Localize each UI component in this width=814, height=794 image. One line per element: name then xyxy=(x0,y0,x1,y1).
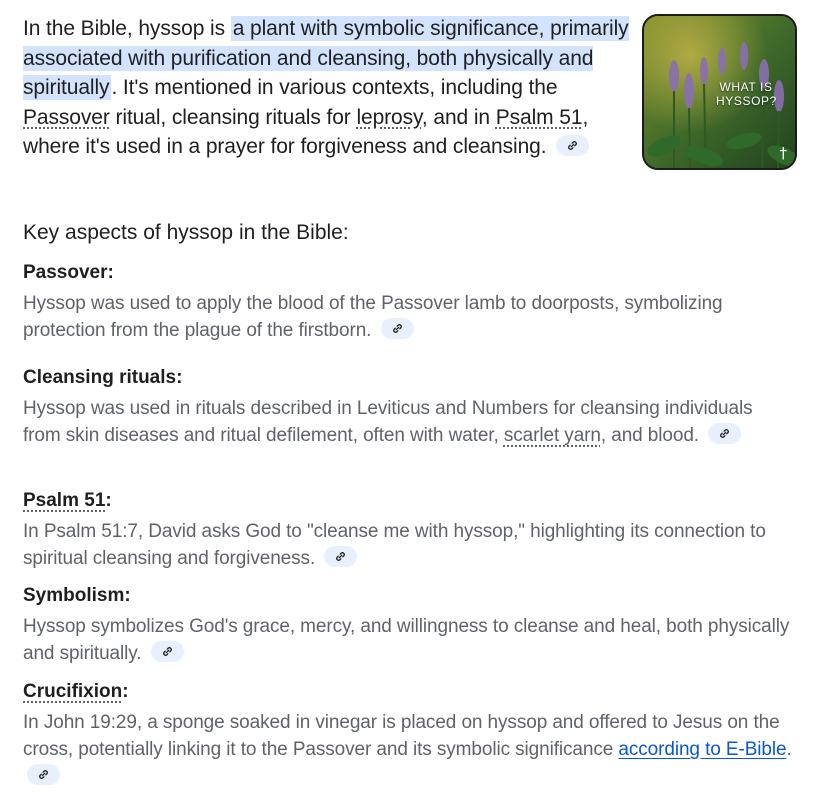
crucifixion-title-link[interactable]: Crucifixion xyxy=(23,681,123,702)
aspect-title xyxy=(23,489,793,513)
aspect-body xyxy=(23,613,793,667)
aspect-body-text: Hyssop was used in rituals described in Leviticus and Numbers for cleansing individuals from skin diseases and ritual defilement, often with water, xyxy=(23,398,753,446)
section-heading: Key aspects of hyssop in the Bible: xyxy=(23,221,349,244)
link-icon xyxy=(37,768,50,781)
scarlet-yarn-link[interactable]: scarlet yarn xyxy=(503,425,601,446)
intro-text: , where it's used in a prayer for forgiveness and cleansing. xyxy=(23,105,589,158)
aspect-body-text: . xyxy=(786,739,792,760)
source-link-button[interactable] xyxy=(708,423,741,444)
thumbnail-caption: WHAT IS HYSSOP? xyxy=(716,80,777,108)
title-colon: : xyxy=(122,681,129,702)
aspect-body-text: Hyssop symbolizes God's grace, mercy, and willingness to cleanse and heal, both physically and spiritually. xyxy=(23,616,790,664)
aspect-body xyxy=(23,290,793,344)
intro-paragraph xyxy=(23,14,635,162)
aspect-psalm-51 xyxy=(23,489,793,572)
aspect-title xyxy=(23,680,793,704)
link-icon xyxy=(334,550,347,563)
source-link-button[interactable] xyxy=(324,546,357,567)
aspect-body-text: Hyssop was used to apply the blood of the Passover lamb to doorposts, symbolizing protection from the plague of the firstborn. xyxy=(23,293,723,341)
aspect-symbolism xyxy=(23,584,793,667)
link-icon xyxy=(161,645,174,658)
cross-icon: † xyxy=(779,144,787,162)
aspect-body xyxy=(23,518,793,572)
aspect-title: Symbolism: xyxy=(23,585,131,606)
aspect-passover xyxy=(23,261,793,344)
aspect-body-text: In Psalm 51:7, David asks God to "cleanse me with hyssop," highlighting its connection to spiritual cleansing and forgiveness. xyxy=(23,521,766,569)
aspect-title: Cleansing rituals: xyxy=(23,367,183,388)
leprosy-link[interactable]: leprosy xyxy=(356,105,422,129)
aspect-body-text: , and blood. xyxy=(600,425,699,446)
intro-text: , and in xyxy=(421,105,496,129)
link-icon xyxy=(566,139,579,152)
hyssop-video-thumbnail[interactable] xyxy=(642,14,797,170)
intro-text: ritual, cleansing rituals for xyxy=(109,105,357,129)
source-link-button[interactable] xyxy=(556,135,589,156)
psalm-51-link[interactable]: Psalm 51 xyxy=(495,105,583,129)
source-link-button[interactable] xyxy=(27,764,60,785)
intro-text: In the Bible, hyssop is xyxy=(23,17,231,40)
aspect-title: Passover: xyxy=(23,262,114,283)
source-link-button[interactable] xyxy=(381,318,414,339)
passover-link[interactable]: Passover xyxy=(23,105,110,129)
link-icon xyxy=(391,322,404,335)
e-bible-source-link[interactable]: according to E-Bible xyxy=(618,739,787,760)
intro-text: . It's mentioned in various contexts, including the xyxy=(111,76,558,99)
aspect-crucifixion xyxy=(23,680,793,790)
aspect-body xyxy=(23,395,793,449)
highlighted-answer: a plant with symbolic significance, primarily associated with purification and cleansing, both physically and spiritually xyxy=(23,17,629,99)
psalm-51-title-link[interactable]: Psalm 51 xyxy=(23,490,106,511)
aspect-body xyxy=(23,709,793,790)
title-colon: : xyxy=(105,490,112,511)
aspect-body-text: In John 19:29, a sponge soaked in vinegar is placed on hyssop and offered to Jesus on the cross, potentially linking it to the Passover and its symbolic significance xyxy=(23,712,780,760)
link-icon xyxy=(718,427,731,440)
source-link-button[interactable] xyxy=(151,641,184,662)
aspect-cleansing-rituals xyxy=(23,366,793,449)
